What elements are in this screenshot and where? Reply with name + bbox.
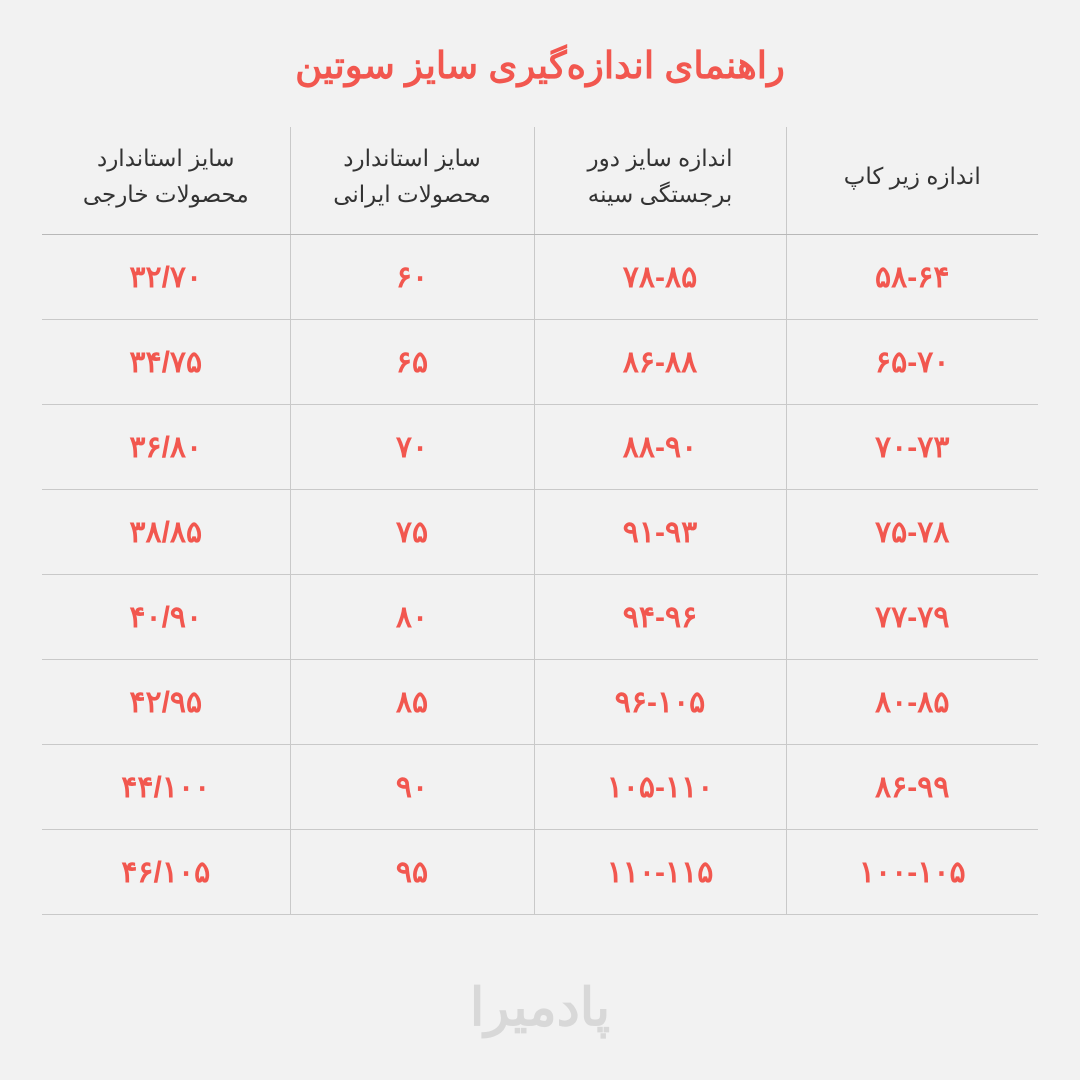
cell-foreign-standard: ۳۶/۸۰ (42, 405, 290, 490)
cell-bust-circumference: ۹۴-۹۶ (534, 575, 786, 660)
size-table-container (42, 127, 1038, 915)
cell-iranian-standard: ۷۵ (290, 490, 534, 575)
cell-iranian-standard: ۶۰ (290, 235, 534, 320)
cell-iranian-standard: ۹۰ (290, 745, 534, 830)
cell-under-cup: ۵۸-۶۴ (786, 235, 1038, 320)
column-header-foreign-standard (42, 127, 290, 235)
cell-bust-circumference: ۹۶-۱۰۵ (534, 660, 786, 745)
cell-under-cup: ۸۰-۸۵ (786, 660, 1038, 745)
cell-bust-circumference: ۸۸-۹۰ (534, 405, 786, 490)
cell-iranian-standard: ۸۵ (290, 660, 534, 745)
watermark-logo: پادمیرا (469, 979, 611, 1037)
cell-foreign-standard: ۴۴/۱۰۰ (42, 745, 290, 830)
cell-foreign-standard: ۳۸/۸۵ (42, 490, 290, 575)
column-header-line-1: اندازه سایز دور (587, 145, 733, 171)
table-header-row (42, 127, 1038, 235)
column-header-iranian-standard (290, 127, 534, 235)
cell-under-cup: ۷۰-۷۳ (786, 405, 1038, 490)
cell-under-cup: ۷۵-۷۸ (786, 490, 1038, 575)
table-row (42, 490, 1038, 575)
cell-under-cup: ۷۷-۷۹ (786, 575, 1038, 660)
column-header-line-2: محصولات خارجی (82, 180, 249, 207)
cell-bust-circumference: ۱۱۰-۱۱۵ (534, 830, 786, 915)
table-row (42, 745, 1038, 830)
cell-foreign-standard: ۴۰/۹۰ (42, 575, 290, 660)
table-row (42, 575, 1038, 660)
table-row (42, 235, 1038, 320)
table-row (42, 830, 1038, 915)
cell-foreign-standard: ۴۶/۱۰۵ (42, 830, 290, 915)
cell-bust-circumference: ۸۶-۸۸ (534, 320, 786, 405)
cell-foreign-standard: ۳۲/۷۰ (42, 235, 290, 320)
cell-under-cup: ۱۰۰-۱۰۵ (786, 830, 1038, 915)
table-row (42, 660, 1038, 745)
cell-bust-circumference: ۹۱-۹۳ (534, 490, 786, 575)
size-table (42, 127, 1038, 915)
page-title: راهنمای اندازه‌گیری سایز سوتین (295, 45, 785, 86)
cell-foreign-standard: ۴۲/۹۵ (42, 660, 290, 745)
table-body (42, 235, 1038, 915)
cell-iranian-standard: ۷۰ (290, 405, 534, 490)
table-header (42, 127, 1038, 235)
cell-under-cup: ۸۶-۹۹ (786, 745, 1038, 830)
cell-bust-circumference: ۱۰۵-۱۱۰ (534, 745, 786, 830)
cell-iranian-standard: ۶۵ (290, 320, 534, 405)
table-row (42, 320, 1038, 405)
column-header-line-2: برجستگی سینه (587, 180, 733, 207)
column-header-line-2: محصولات ایرانی (333, 180, 491, 207)
column-header-line-1: سایز استاندارد (96, 145, 235, 171)
column-header-line-1: اندازه زیر کاپ (843, 162, 981, 189)
column-header-bust-circumference (534, 127, 786, 235)
column-header-under-cup (786, 127, 1038, 235)
cell-bust-circumference: ۷۸-۸۵ (534, 235, 786, 320)
column-header-line-1: سایز استاندارد (343, 145, 481, 171)
cell-iranian-standard: ۹۵ (290, 830, 534, 915)
cell-under-cup: ۶۵-۷۰ (786, 320, 1038, 405)
table-row (42, 405, 1038, 490)
cell-iranian-standard: ۸۰ (290, 575, 534, 660)
cell-foreign-standard: ۳۴/۷۵ (42, 320, 290, 405)
